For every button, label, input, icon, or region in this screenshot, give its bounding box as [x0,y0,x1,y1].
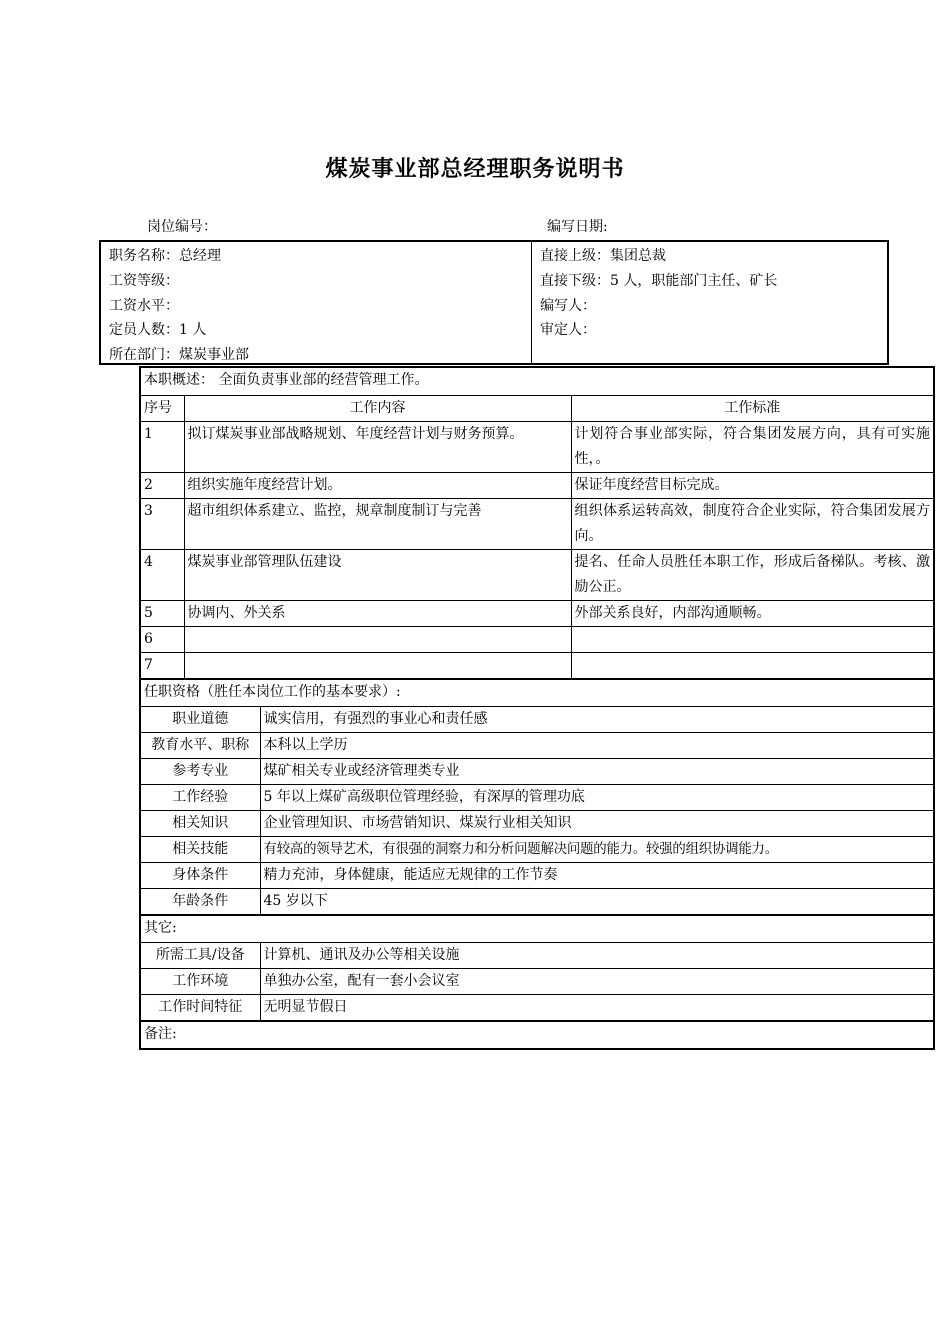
duty-standard: 组织体系运转高效，制度符合企业实际，符合集团发展方向。 [571,498,934,549]
other-label: 工作环境 [140,968,260,994]
qualification-value: 有较高的领导艺术，有很强的洞察力和分析问题解决问题的能力。较强的组织协调能力。 [260,837,934,863]
other-label: 所需工具/设备 [140,942,260,968]
other-label: 工作时间特征 [140,994,260,1021]
qualification-value: 本科以上学历 [260,733,934,759]
date-label: 编写日期: [547,219,608,235]
duty-standard [571,652,934,679]
duty-content: 煤炭事业部管理队伍建设 [184,549,571,600]
document-title: 煤炭事业部总经理职务说明书 [325,157,625,182]
department-field: 所在部门：煤炭事业部 [109,347,249,363]
salary-grade-field: 工资等级： [109,273,179,289]
duty-content: 组织实施年度经营计划。 [184,472,571,498]
qualification-value: 企业管理知识、市场营销知识、煤炭行业相关知识 [260,811,934,837]
author-field: 编写人： [540,298,596,314]
other-value: 计算机、通讯及办公等相关设施 [260,942,934,968]
table-row [140,811,934,837]
qualification-value: 5 年以上煤矿高级职位管理经验，有深厚的管理功底 [260,785,934,811]
basic-info-box [99,240,889,365]
duty-standard: 保证年度经营目标完成。 [571,472,934,498]
headcount-field: 定员人数：1 人 [109,322,207,338]
table-row [140,994,934,1021]
table-row [140,652,934,679]
remarks: 备注: [140,1021,934,1049]
direct-subordinates-field: 直接下级：5 人，职能部门主任、矿长 [540,273,778,289]
basic-info-left [101,242,532,363]
duty-no: 1 [140,421,184,472]
duty-content: 超市组织体系建立、监控，规章制度制订与完善 [184,498,571,549]
col-header-standard: 工作标准 [571,395,934,421]
duty-content [184,652,571,679]
table-row [140,600,934,626]
duty-no: 7 [140,652,184,679]
duty-no: 5 [140,600,184,626]
duty-content [184,626,571,652]
table-row [140,549,934,600]
duties-header-row [140,395,934,421]
table-row [140,863,934,889]
duty-content: 拟订煤炭事业部战略规划、年度经营计划与财务预算。 [184,421,571,472]
duty-standard: 计划符合事业部实际，符合集团发展方向，具有可实施性，。 [571,421,934,472]
qualification-label: 身体条件 [140,863,260,889]
qualification-label: 工作经验 [140,785,260,811]
table-row [140,733,934,759]
table-row [140,942,934,968]
qualification-value: 精力充沛，身体健康，能适应无规律的工作节奏 [260,863,934,889]
duty-no: 4 [140,549,184,600]
other-value: 无明显节假日 [260,994,934,1021]
other-value: 单独办公室，配有一套小会议室 [260,968,934,994]
qualifications-title: 任职资格（胜任本岗位工作的基本要求）: [140,679,934,707]
table-row [140,785,934,811]
qualification-label: 参考专业 [140,759,260,785]
basic-info-right [532,242,889,363]
table-row [140,889,934,916]
table-row [140,837,934,863]
col-header-no: 序号 [140,395,184,421]
duty-standard [571,626,934,652]
duty-standard: 外部关系良好，内部沟通顺畅。 [571,600,934,626]
table-row [140,759,934,785]
qualification-label: 教育水平、职称 [140,733,260,759]
table-row [140,626,934,652]
qualification-label: 年龄条件 [140,889,260,916]
qualification-value: 煤矿相关专业或经济管理类专业 [260,759,934,785]
duty-standard: 提名、任命人员胜任本职工作，形成后备梯队。考核、激励公正。 [571,549,934,600]
salary-level-field: 工资水平： [109,298,179,314]
qualification-label: 相关技能 [140,837,260,863]
duty-no: 2 [140,472,184,498]
table-row [140,421,934,472]
other-title: 其它: [140,915,934,942]
duty-content: 协调内、外关系 [184,600,571,626]
table-row [140,968,934,994]
col-header-content: 工作内容 [184,395,571,421]
qualification-label: 职业道德 [140,707,260,733]
job-summary: 本职概述： 全面负责事业部的经营管理工作。 [140,367,934,395]
duty-no: 6 [140,626,184,652]
direct-superior-field: 直接上级：集团总裁 [540,248,666,264]
table-row [140,472,934,498]
qualification-value: 诚实信用，有强烈的事业心和责任感 [260,707,934,733]
reviewer-field: 审定人： [540,322,596,338]
table-row [140,707,934,733]
qualification-value: 45 岁以下 [260,889,934,916]
job-description-table [139,366,935,1050]
duty-no: 3 [140,498,184,549]
table-row [140,498,934,549]
qualification-label: 相关知识 [140,811,260,837]
job-title-field: 职务名称：总经理 [109,248,221,264]
position-number-label: 岗位编号： [147,219,217,235]
